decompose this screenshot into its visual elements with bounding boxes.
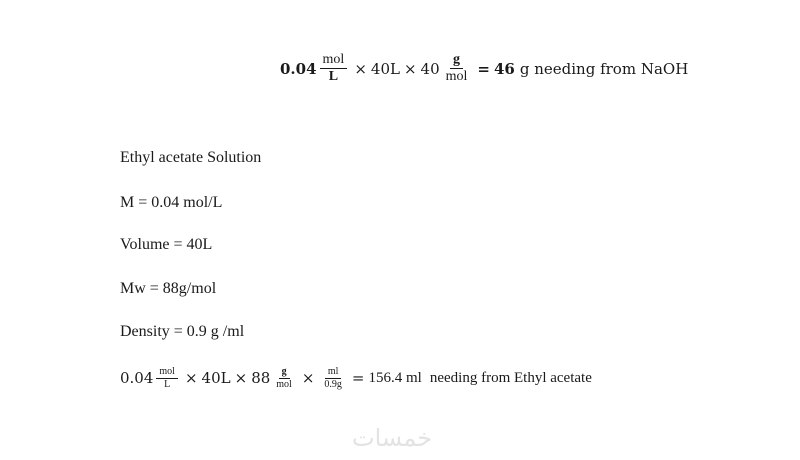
eq2-result-text: needing from Ethyl acetate xyxy=(429,369,592,386)
eq2-frac3-denominator: 0.9g xyxy=(324,378,342,390)
ethyl-acetate-equation xyxy=(120,366,592,390)
eq2-volume: 40L xyxy=(201,369,231,387)
eq1-molar-mass: 40 xyxy=(420,59,440,78)
eq2-molar-mass: 88 xyxy=(251,369,271,387)
eq2-frac2-numerator: g xyxy=(279,366,290,379)
eq1-frac2-denominator: mol xyxy=(445,69,468,85)
eq1-result: 46 xyxy=(494,59,515,78)
molecular-weight-line: Mw = 88g/mol xyxy=(120,280,217,297)
eq2-result: 156.4 ml xyxy=(368,369,422,386)
eq2-coefficient: 0.04 xyxy=(120,369,154,387)
eq2-times-sign-2: × xyxy=(234,369,248,387)
eq2-fraction-ml-per-g xyxy=(321,366,345,390)
eq2-times-sign: × xyxy=(184,369,198,387)
eq2-frac3-numerator: ml xyxy=(325,366,342,379)
density-line: Density = 0.9 g /ml xyxy=(120,323,245,340)
eq2-fraction-g-per-mol xyxy=(273,366,295,390)
eq1-result-text: g needing from NaOH xyxy=(519,59,689,78)
eq1-fraction-mol-per-l xyxy=(320,52,348,85)
eq2-frac1-numerator: mol xyxy=(156,366,178,379)
molarity-line: M = 0.04 mol/L xyxy=(120,194,223,211)
eq2-times-sign-3: × xyxy=(301,369,315,387)
eq2-equals-sign: = xyxy=(351,369,365,387)
volume-line: Volume = 40L xyxy=(120,236,213,253)
eq2-fraction-mol-per-l xyxy=(156,366,178,390)
eq1-frac2-numerator: g xyxy=(450,52,463,69)
eq2-frac1-denominator: L xyxy=(164,378,171,390)
naoh-equation xyxy=(280,52,688,85)
eq1-frac1-numerator: mol xyxy=(320,52,348,69)
eq1-times-sign: × xyxy=(354,59,367,78)
eq1-volume: 40L xyxy=(370,59,400,78)
eq2-frac2-denominator: mol xyxy=(276,378,292,390)
eq1-frac1-denominator: L xyxy=(328,69,339,85)
eq1-equals-sign: = xyxy=(477,59,490,78)
watermark-logo: خمسات xyxy=(352,424,433,452)
eq1-fraction-g-per-mol xyxy=(443,52,471,85)
eq1-coefficient: 0.04 xyxy=(280,59,317,78)
eq1-times-sign-2: × xyxy=(403,59,417,78)
section-title: Ethyl acetate Solution xyxy=(120,149,262,166)
